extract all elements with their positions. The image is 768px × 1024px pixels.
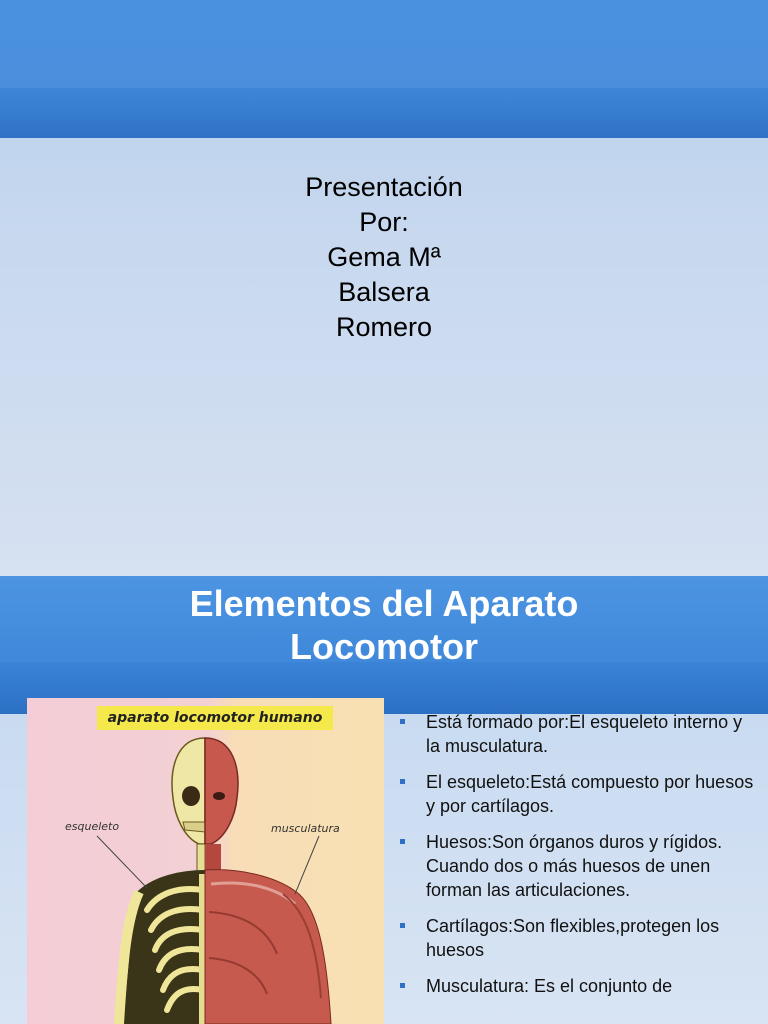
- title-line: Romero: [335, 312, 433, 342]
- title-line: Presentación: [305, 172, 463, 202]
- anatomy-image: [27, 698, 384, 1024]
- header-band: [0, 0, 768, 88]
- list-item: [398, 830, 758, 902]
- bullet-marker-icon: [400, 839, 405, 844]
- image-banner: [97, 706, 333, 730]
- anatomy-illustration: [27, 698, 384, 1024]
- header-band-dark: [0, 88, 768, 138]
- pointer-line: [97, 836, 147, 888]
- bullet-text: Está formado por:El esqueleto interno y la musculatura.: [426, 712, 743, 756]
- image-banner-text: aparato locomotor humano: [107, 710, 323, 726]
- list-item: [398, 914, 758, 962]
- skeleton-half: [119, 738, 207, 1024]
- label-muscles: musculatura: [271, 822, 340, 835]
- bullet-marker-icon: [400, 923, 405, 928]
- bullet-marker-icon: [400, 719, 405, 724]
- slide-title: [0, 582, 768, 668]
- title-line: Balsera: [338, 277, 430, 307]
- pointer-line: [295, 836, 319, 894]
- list-item: [398, 974, 758, 998]
- list-item: [398, 710, 758, 758]
- label-skeleton: esqueleto: [65, 820, 120, 833]
- bullet-text: Huesos:Son órganos duros y rígidos. Cuando dos o más huesos de unen forman las articulaciones.: [426, 832, 723, 900]
- bullet-text: Musculatura: Es el conjunto de: [426, 976, 673, 996]
- bullet-text: El esqueleto:Está compuesto por huesos y por cartílagos.: [426, 772, 754, 816]
- title-line: Por:: [359, 207, 409, 237]
- title-line: Gema Mª: [327, 242, 441, 272]
- bullet-marker-icon: [400, 983, 405, 988]
- content-slide: [0, 576, 768, 1024]
- bullet-list: [398, 710, 758, 1010]
- slide-title-line: Locomotor: [290, 626, 478, 667]
- list-item: [398, 770, 758, 818]
- presentation-title: [0, 170, 768, 345]
- bullet-marker-icon: [400, 779, 405, 784]
- slide-title-line: Elementos del Aparato: [189, 583, 579, 624]
- muscle-half: [205, 738, 331, 1024]
- bullet-text: Cartílagos:Son flexibles,protegen los huesos: [426, 916, 720, 960]
